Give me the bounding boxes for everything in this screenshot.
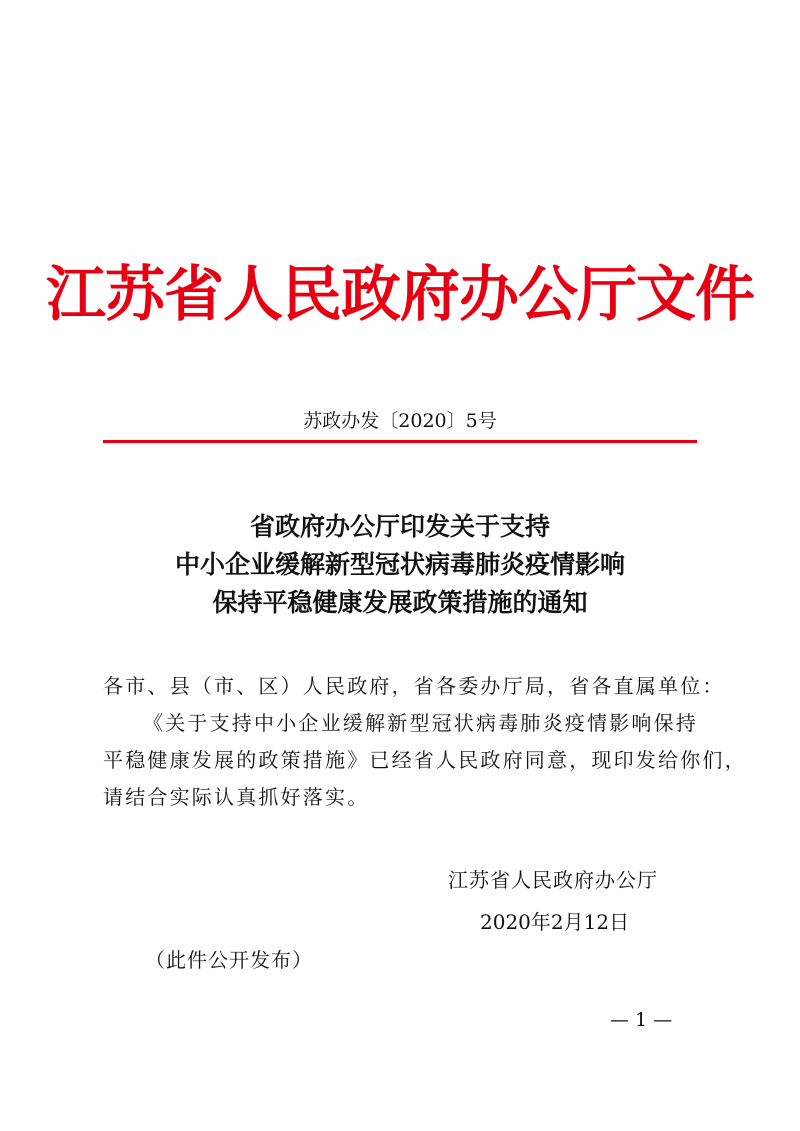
salutation: 各市、县（市、区）人民政府，省各委办厅局，省各直属单位：: [103, 674, 725, 698]
signature-issuer: 江苏省人民政府办公厅: [448, 868, 658, 892]
document-number: 苏政办发〔2020〕5号: [303, 410, 497, 432]
paragraph-line-2: 平稳健康发展的政策措施》已经省人民政府同意，现印发给你们，: [103, 748, 747, 772]
paragraph-line-1: 《关于支持中小企业缓解新型冠状病毒肺炎疫情影响保持: [143, 711, 698, 735]
title-line-3: 保持平稳健康发展政策措施的通知: [212, 588, 588, 617]
signature-date: 2020年2月12日: [480, 910, 630, 934]
document-body: [103, 668, 747, 816]
title-line-2: 中小企业缓解新型冠状病毒肺炎疫情影响: [174, 550, 625, 579]
red-divider-line: [103, 440, 697, 443]
publication-note: （此件公开发布）: [145, 948, 313, 972]
page-number: — 1 —: [610, 1009, 673, 1031]
paragraph-line-3: 请结合实际认真抓好落实。: [103, 785, 370, 809]
red-header-title: 江苏省人民政府办公厅文件: [46, 260, 754, 330]
document-title: [0, 508, 800, 622]
title-line-1: 省政府办公厅印发关于支持: [249, 512, 550, 541]
